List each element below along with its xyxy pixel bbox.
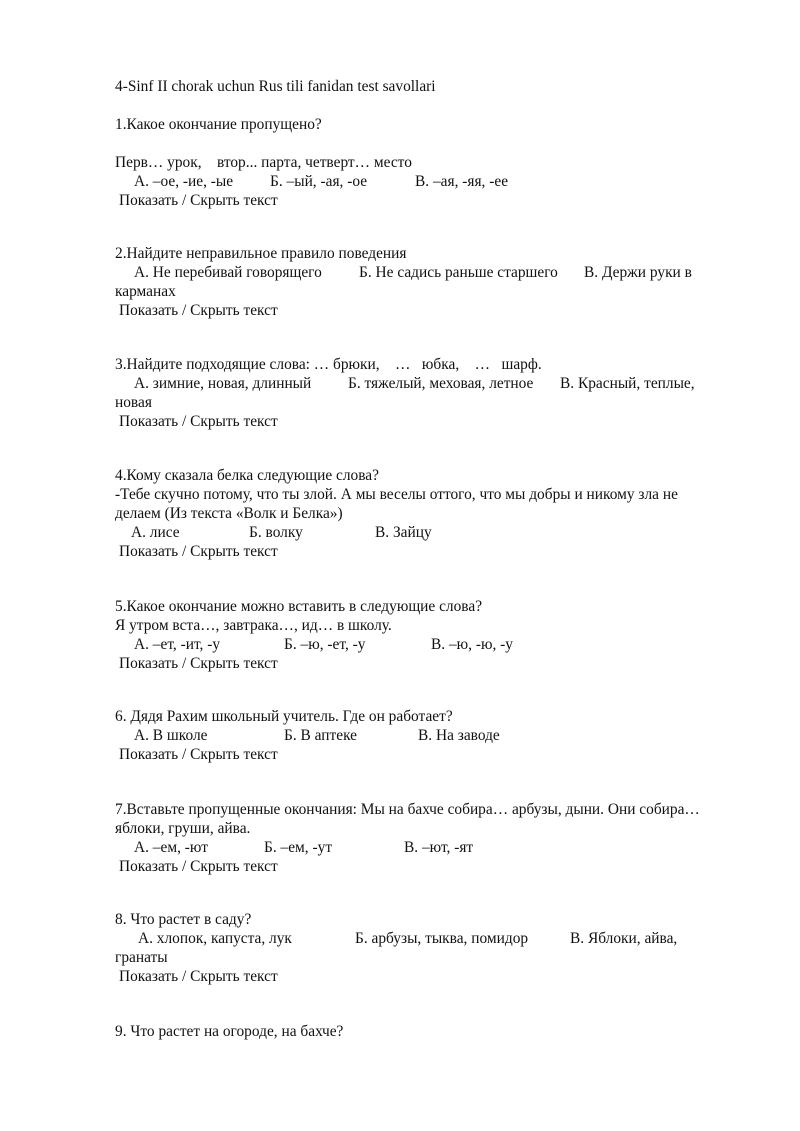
question-sentence: Я утром вста…, завтрака…, ид… в школу.	[115, 617, 392, 634]
answer-options	[115, 374, 735, 393]
option-b[interactable]: Б. арбузы, тыква, помидор	[355, 930, 529, 947]
answer-options	[115, 172, 735, 191]
question-4	[115, 466, 735, 561]
answer-options	[115, 726, 735, 745]
option-c[interactable]: В. На заводе	[418, 727, 500, 744]
question-7	[115, 800, 735, 876]
option-c-continuation: новая	[115, 394, 152, 411]
option-c[interactable]: В. Держи руки в	[584, 264, 692, 281]
question-text: 9. Что растет на огороде, на бахче?	[115, 1023, 344, 1040]
answer-options	[115, 929, 735, 948]
option-c[interactable]: В. –ая, -яя, -ее	[415, 173, 509, 190]
question-text: 4.Кому сказала белка следующие слова?	[115, 467, 379, 484]
option-a[interactable]: А. –ем, -ют	[134, 839, 208, 856]
question-text: 2.Найдите неправильное правило поведения	[115, 245, 407, 262]
option-a[interactable]: А. хлопок, капуста, лук	[138, 930, 292, 947]
answer-options	[115, 838, 735, 857]
option-b[interactable]: Б. –ю, -ет, -у	[284, 636, 366, 653]
answer-options	[115, 523, 735, 542]
question-text: 5.Какое окончание можно вставить в следующие слова?	[115, 598, 483, 615]
question-8	[115, 910, 735, 986]
show-hide-text-link[interactable]: Показать / Скрыть текст	[119, 302, 278, 319]
answer-options	[115, 635, 735, 654]
option-b[interactable]: Б. Не садись раньше старшего	[359, 264, 558, 281]
option-b[interactable]: Б. –ый, -ая, -ое	[270, 173, 368, 190]
question-sentence: яблоки, груши, айва.	[115, 820, 251, 837]
show-hide-text-link[interactable]: Показать / Скрыть текст	[119, 746, 278, 763]
question-5	[115, 597, 735, 673]
show-hide-text-link[interactable]: Показать / Скрыть текст	[119, 413, 278, 430]
show-hide-text-link[interactable]: Показать / Скрыть текст	[119, 192, 278, 209]
option-a[interactable]: А. –ое, -ие, -ые	[134, 173, 234, 190]
question-sentence: -Тебе скучно потому, что ты злой. А мы веселы оттого, что мы добры и никому зла не	[115, 486, 678, 503]
option-c[interactable]: В. Яблоки, айва,	[570, 930, 678, 947]
question-6	[115, 707, 735, 764]
option-b[interactable]: Б. волку	[249, 524, 303, 541]
option-c-continuation: гранаты	[115, 949, 168, 966]
show-hide-text-link[interactable]: Показать / Скрыть текст	[119, 543, 278, 560]
option-b[interactable]: Б. В аптеке	[284, 727, 357, 744]
show-hide-text-link[interactable]: Показать / Скрыть текст	[119, 655, 278, 672]
question-text: 6. Дядя Рахим школьный учитель. Где он работает?	[115, 708, 453, 725]
option-c[interactable]: В. Зайцу	[375, 524, 432, 541]
answer-options	[115, 263, 735, 282]
option-a[interactable]: А. лисе	[131, 524, 180, 541]
option-c[interactable]: В. –ют, -ят	[404, 839, 474, 856]
question-text: 8. Что растет в саду?	[115, 911, 252, 928]
question-text: 7.Вставьте пропущенные окончания: Мы на бахче собира… арбузы, дыни. Они собира…	[115, 801, 700, 818]
question-3	[115, 355, 735, 431]
question-sentence: Перв… урок, втор... парта, четверт… место	[115, 154, 412, 171]
option-c[interactable]: В. –ю, -ю, -у	[431, 636, 513, 653]
option-c-continuation: карманах	[115, 283, 176, 300]
document-title: 4-Sinf II chorak uchun Rus tili fanidan test savollari	[115, 78, 436, 95]
question-sentence: делаем (Из текста «Волк и Белка»)	[115, 505, 343, 522]
question-9	[115, 1022, 735, 1041]
option-a[interactable]: А. зимние, новая, длинный	[134, 375, 312, 392]
option-c[interactable]: В. Красный, теплые,	[560, 375, 695, 392]
option-b[interactable]: Б. –ем, -ут	[264, 839, 333, 856]
question-2	[115, 244, 735, 320]
question-1	[115, 115, 735, 210]
option-a[interactable]: А. В школе	[134, 727, 208, 744]
question-text: 1.Какое окончание пропущено?	[115, 116, 322, 133]
show-hide-text-link[interactable]: Показать / Скрыть текст	[119, 968, 278, 985]
option-b[interactable]: Б. тяжелый, меховая, летное	[348, 375, 534, 392]
show-hide-text-link[interactable]: Показать / Скрыть текст	[119, 858, 278, 875]
option-a[interactable]: А. Не перебивай говорящего	[134, 264, 322, 281]
option-a[interactable]: А. –ет, -ит, -у	[134, 636, 221, 653]
question-text: 3.Найдите подходящие слова: … брюки, … юбка, … шарф.	[115, 356, 542, 373]
